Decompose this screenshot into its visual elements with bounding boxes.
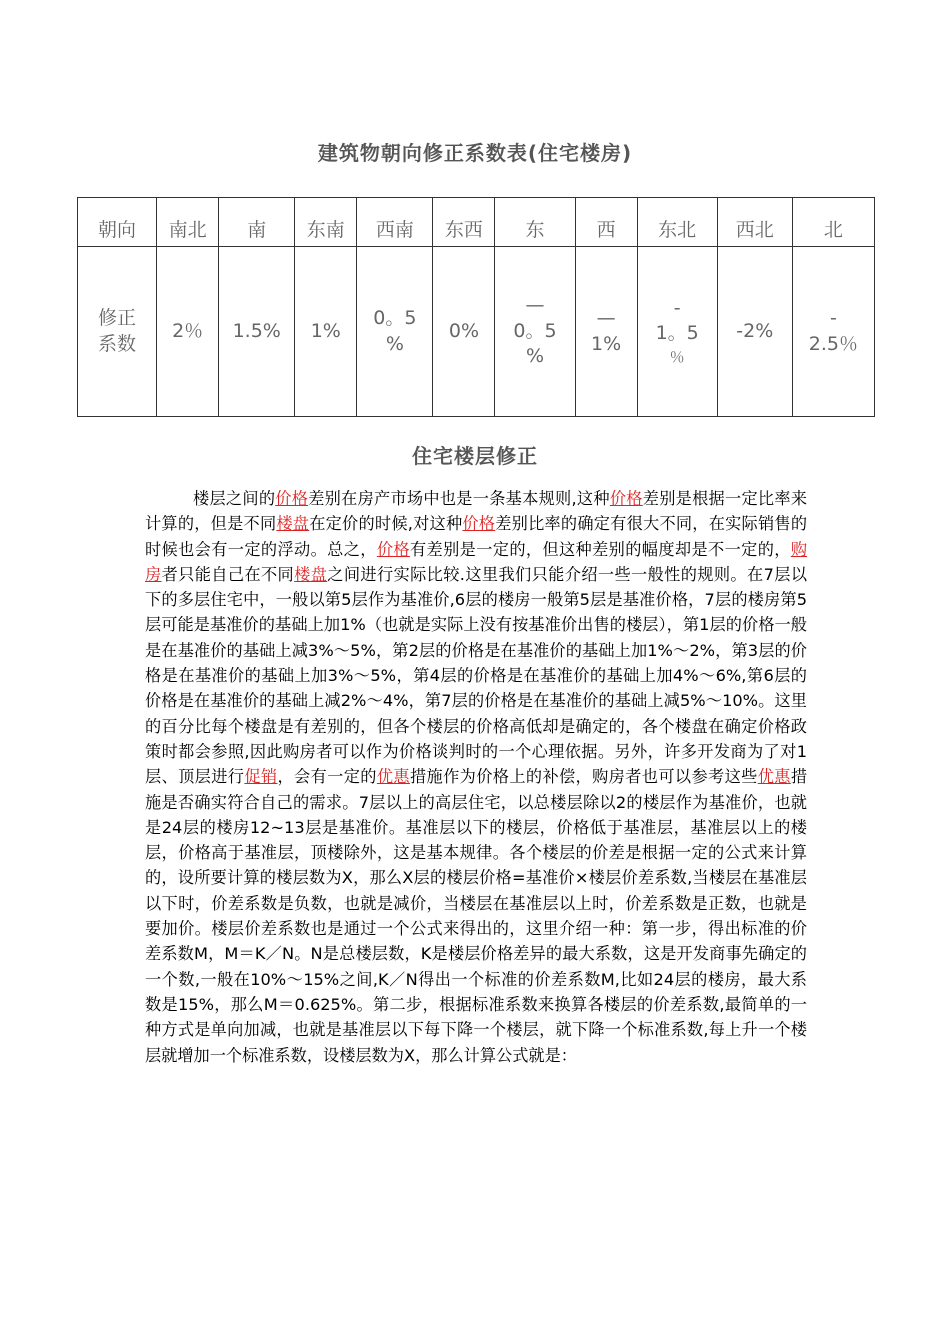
coefficient-row — [78, 247, 875, 417]
coefficient-cell: - 1。5 ％ — [637, 247, 717, 417]
paragraph-text: 措施作为价格上的补偿，购房者也可以参考这些 — [409, 767, 758, 787]
paragraph-text: 者只能自己在不同 — [161, 564, 295, 584]
coefficient-cell: 0。5 % — [357, 247, 433, 417]
row-header-coefficient: 修正 系数 — [78, 247, 157, 417]
inline-link[interactable]: 楼盘 — [294, 564, 328, 584]
direction-cell: 南北 — [157, 198, 219, 247]
coefficient-cell: 1% — [295, 247, 357, 417]
coefficient-cell: — 0。5 % — [495, 247, 575, 417]
paragraph-text: 差别是根据一定比率来计算的，但是不同 — [145, 489, 808, 534]
section-title: 住宅楼层修正 — [412, 444, 538, 468]
coefficient-cell: — 1% — [575, 247, 637, 417]
inline-link[interactable]: 优惠 — [757, 767, 791, 787]
paragraph-text: 措施是否确实符合自己的需求。7层以上的高层住宅，以总楼层除以2的楼层作为基准价，也就是24层的楼房12~13层是基准价。基准层以下的楼层，价格低于基准层，基准层以上的楼层，价格高于基准层，顶楼除外，这是基本规律。各个楼层的价差是根据一定的公式来计算的，设所要计算的楼层数为X，那么X层的楼层价格=基准价×楼层价差系数,当楼层在基准层以下时，价差系数是负数，也就是减价，当楼层在基准层以上时，价差系数是正数，也就是要加价。楼层价差系数也是通过一个公式来得出的，这里介绍一种：第一步，得出标准的价差系数M，M＝K／N。N是总楼层数，K是楼层价格差异的最大系数，这是开发商事先确定的一个数,一般在10%～15%之间,K／N得出一个标准的价差系数M,比如24层的楼房，最大系数是15%，那么M＝0.625%。第二步，根据标准系数来换算各楼层的价差系数,最简单的一种方式是单向加减，也就是基准层以下每下降一个楼层，就下降一个标准系数,每上升一个楼层就增加一个标准系数，设楼层数为X，那么计算公式就是： — [145, 767, 808, 1065]
direction-cell: 东北 — [637, 198, 717, 247]
paragraph-text: 差别比率的确定有很大不同，在实际销售的时候也会有一定的浮动。总之， — [145, 514, 808, 559]
paragraph-text: ，会有一定的 — [277, 767, 377, 787]
page-title: 建筑物朝向修正系数表(住宅楼房) — [317, 141, 633, 165]
direction-cell: 南 — [219, 198, 295, 247]
direction-cell: 东 — [495, 198, 575, 247]
paragraph-text: 差别在房产市场中也是一条基本规则,这种 — [308, 489, 610, 508]
paragraph-text: 之间进行实际比较.这里我们只能介绍一些一般性的规则。在7层以下的多层住宅中，一般以第5层作为基准价,6层的楼房一般第5层是基准价格，7层的楼房第5层可能是基准价的基础上加1%（也就是实际上没有按基准价出售的楼层），第1层的价格一般是在基准价的基础上减3%～5%，第2层的价格是在基准价的基础上加1%～2%，第3层的价格是在基准价的基础上加3%～5%，第4层的价格是在基准价的基础上加4%～6%,第6层的价格是在基准价的基础上减2%～4%，第7层的价格是在基准价的基础上减5%～10%。这里的百分比每个楼盘是有差别的，但各个楼层的价格高低却是确定的，各个楼盘在确定价格政策时都会参照,因此购房者可以作为价格谈判时的一个心理依据。另外，许多开发商为了对1层、顶层进行 — [145, 564, 808, 787]
coefficient-cell: 0% — [433, 247, 495, 417]
paragraph-text: 楼层之间的 — [193, 489, 276, 508]
inline-link[interactable]: 楼盘 — [276, 514, 310, 534]
paragraph-text: 有差别是一定的，但这种差别的幅度却是不一定的， — [409, 539, 791, 559]
inline-link[interactable]: 价格 — [462, 514, 496, 534]
coefficient-cell: -2% — [717, 247, 792, 417]
direction-cell: 西 — [575, 198, 637, 247]
inline-link[interactable]: 优惠 — [376, 767, 410, 787]
inline-link[interactable]: 价格 — [376, 539, 410, 559]
coefficient-cell: 1.5% — [219, 247, 295, 417]
coefficient-cell: 2％ — [157, 247, 219, 417]
direction-cell: 西南 — [357, 198, 433, 247]
paragraph-text: 在定价的时候,对这种 — [309, 514, 463, 534]
direction-row — [78, 198, 875, 247]
direction-cell: 北 — [792, 198, 874, 247]
orientation-coefficient-table — [77, 197, 875, 417]
inline-link[interactable]: 促销 — [244, 767, 278, 787]
coefficient-cell: - 2.5％ — [792, 247, 874, 417]
direction-cell: 西北 — [717, 198, 792, 247]
inline-link[interactable]: 价格 — [275, 489, 309, 508]
inline-link[interactable]: 购房 — [145, 539, 808, 584]
direction-cell: 东西 — [433, 198, 495, 247]
direction-cell: 东南 — [295, 198, 357, 247]
body-paragraph — [145, 486, 807, 1068]
row-header-orientation: 朝向 — [78, 198, 157, 247]
inline-link[interactable]: 价格 — [609, 489, 643, 508]
